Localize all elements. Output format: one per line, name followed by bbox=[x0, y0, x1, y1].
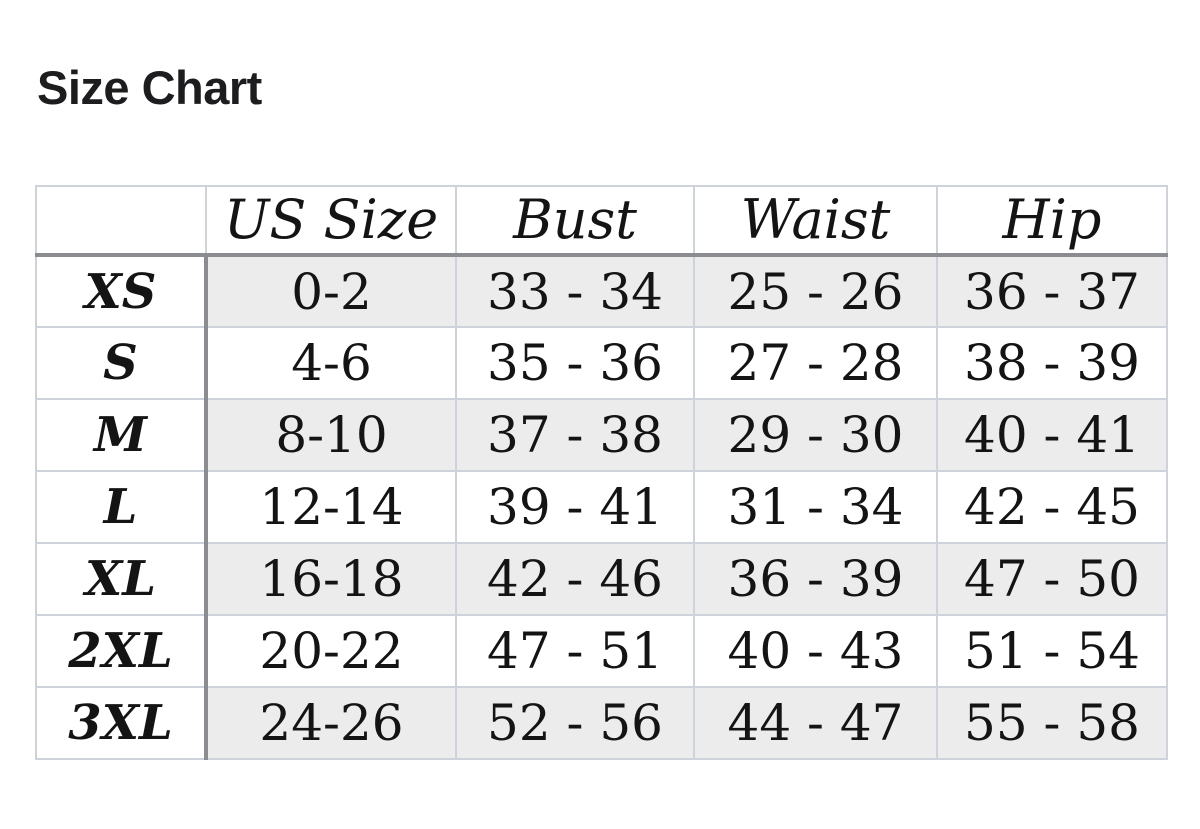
size-chart-body bbox=[36, 255, 1167, 759]
size-chart-header bbox=[36, 186, 1167, 255]
hip-cell: 36 - 37 bbox=[937, 255, 1167, 327]
header-cell-hip: Hip bbox=[937, 186, 1167, 255]
table-row bbox=[36, 687, 1167, 759]
size-row-label: XS bbox=[36, 255, 206, 327]
size-row-label: 3XL bbox=[36, 687, 206, 759]
bust-cell: 33 - 34 bbox=[456, 255, 694, 327]
header-cell-waist: Waist bbox=[694, 186, 937, 255]
table-row bbox=[36, 327, 1167, 399]
bust-cell: 52 - 56 bbox=[456, 687, 694, 759]
header-cell-empty bbox=[36, 186, 206, 255]
hip-cell: 40 - 41 bbox=[937, 399, 1167, 471]
us-size-cell: 24-26 bbox=[206, 687, 456, 759]
size-row-label: S bbox=[36, 327, 206, 399]
size-row-label: 2XL bbox=[36, 615, 206, 687]
waist-cell: 40 - 43 bbox=[694, 615, 937, 687]
size-row-label: XL bbox=[36, 543, 206, 615]
table-row bbox=[36, 255, 1167, 327]
hip-cell: 47 - 50 bbox=[937, 543, 1167, 615]
size-row-label: L bbox=[36, 471, 206, 543]
hip-cell: 51 - 54 bbox=[937, 615, 1167, 687]
waist-cell: 31 - 34 bbox=[694, 471, 937, 543]
table-row bbox=[36, 543, 1167, 615]
table-row bbox=[36, 399, 1167, 471]
hip-cell: 38 - 39 bbox=[937, 327, 1167, 399]
waist-cell: 27 - 28 bbox=[694, 327, 937, 399]
table-row bbox=[36, 471, 1167, 543]
hip-cell: 55 - 58 bbox=[937, 687, 1167, 759]
bust-cell: 37 - 38 bbox=[456, 399, 694, 471]
header-row bbox=[36, 186, 1167, 255]
table-row bbox=[36, 615, 1167, 687]
waist-cell: 44 - 47 bbox=[694, 687, 937, 759]
bust-cell: 39 - 41 bbox=[456, 471, 694, 543]
us-size-cell: 0-2 bbox=[206, 255, 456, 327]
waist-cell: 29 - 30 bbox=[694, 399, 937, 471]
us-size-cell: 20-22 bbox=[206, 615, 456, 687]
header-cell-us-size: US Size bbox=[206, 186, 456, 255]
hip-cell: 42 - 45 bbox=[937, 471, 1167, 543]
size-row-label: M bbox=[36, 399, 206, 471]
bust-cell: 35 - 36 bbox=[456, 327, 694, 399]
us-size-cell: 4-6 bbox=[206, 327, 456, 399]
page-title: Size Chart bbox=[37, 61, 262, 114]
bust-cell: 42 - 46 bbox=[456, 543, 694, 615]
us-size-cell: 8-10 bbox=[206, 399, 456, 471]
waist-cell: 25 - 26 bbox=[694, 255, 937, 327]
bust-cell: 47 - 51 bbox=[456, 615, 694, 687]
header-cell-bust: Bust bbox=[456, 186, 694, 255]
us-size-cell: 16-18 bbox=[206, 543, 456, 615]
us-size-cell: 12-14 bbox=[206, 471, 456, 543]
size-chart-table bbox=[35, 185, 1168, 760]
waist-cell: 36 - 39 bbox=[694, 543, 937, 615]
